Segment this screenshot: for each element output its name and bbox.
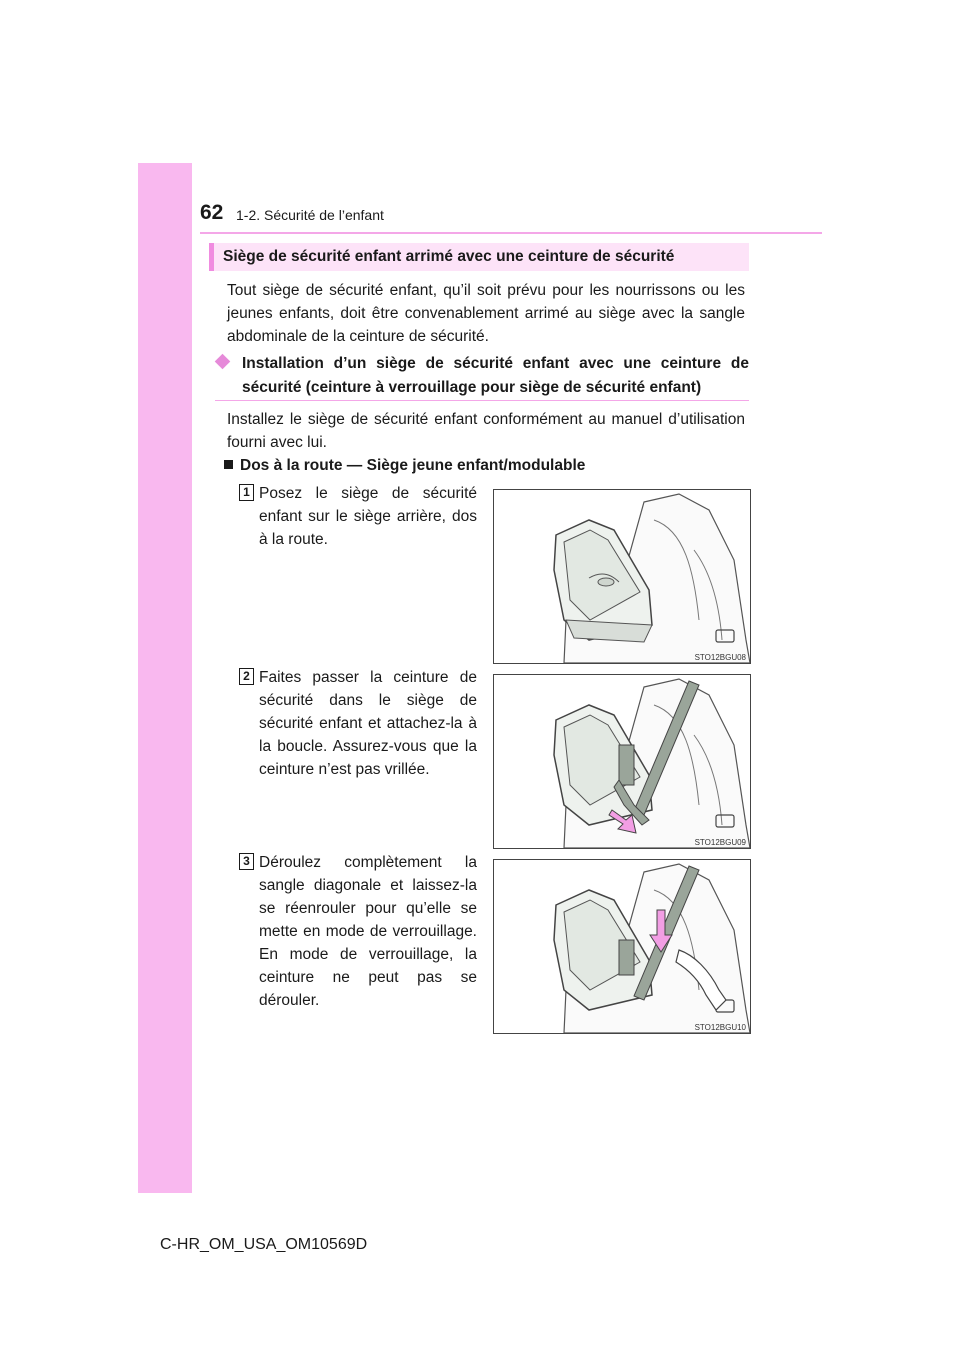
step-number-1: 1 <box>239 484 254 501</box>
intro-paragraph: Tout siège de sécurité enfant, qu’il soit prévu pour les nourrissons ou les jeunes enfants, doit être convenablement arrimé au siège avec la sangle abdominale de la ceinture de sécurité. <box>227 282 745 345</box>
installation-paragraph: Installez le siège de sécurité enfant conformément au manuel d’utilisation fourni avec lui. <box>227 411 745 451</box>
banner-title: Siège de sécurité enfant arrimé avec une ceinture de sécurité <box>223 248 675 265</box>
subheading-rule <box>215 400 749 401</box>
banner-accent-bar <box>209 243 214 271</box>
step-number-3: 3 <box>239 853 254 870</box>
square-bullet-icon <box>224 460 233 469</box>
step-number-2: 2 <box>239 668 254 685</box>
rear-facing-heading-text: Dos à la route — Siège jeune enfant/modulable <box>240 457 586 474</box>
step-2-image-code: STO12BGU09 <box>694 838 746 847</box>
document-code: C-HR_OM_USA_OM10569D <box>160 1236 368 1253</box>
step-3-illustration <box>493 859 751 1034</box>
step-3-text: Déroulez complètement la sangle diagonale et laissez-la se réenrouler pour qu’elle se mette en mode de verrouillage. En mode de verrouillage, la ceinture ne peut pas se dérouler. <box>259 854 477 1009</box>
chapter-sidebar-tab <box>138 163 192 1193</box>
car-seat-on-rear-seat-drawing <box>494 490 750 663</box>
belt-locking-drawing <box>494 860 750 1033</box>
step-2-text: Faites passer la ceinture de sécurité dans le siège de sécurité enfant et attachez-la à la boucle. Assurez-vous que la ceinture n’est pas vrillée. <box>259 669 477 778</box>
step-3-image-code: STO12BGU10 <box>694 1023 746 1032</box>
belt-routing-drawing <box>494 675 750 848</box>
diamond-bullet-icon <box>215 354 231 370</box>
installation-heading-text: Installation d’un siège de sécurité enfant avec une ceinture de sécurité (ceinture à verrouillage pour siège de sécurité enfant) <box>242 355 749 396</box>
step-1-text: Posez le siège de sécurité enfant sur le siège arrière, dos à la route. <box>259 485 477 548</box>
section-banner <box>209 243 749 271</box>
page-number: 62 <box>200 201 224 224</box>
step-2-illustration <box>493 674 751 849</box>
step-1-image-code: STO12BGU08 <box>694 653 746 662</box>
header-rule <box>200 232 822 234</box>
step-1-illustration <box>493 489 751 664</box>
section-title: 1-2. Sécurité de l’enfant <box>236 207 384 223</box>
rear-facing-heading <box>224 457 585 475</box>
